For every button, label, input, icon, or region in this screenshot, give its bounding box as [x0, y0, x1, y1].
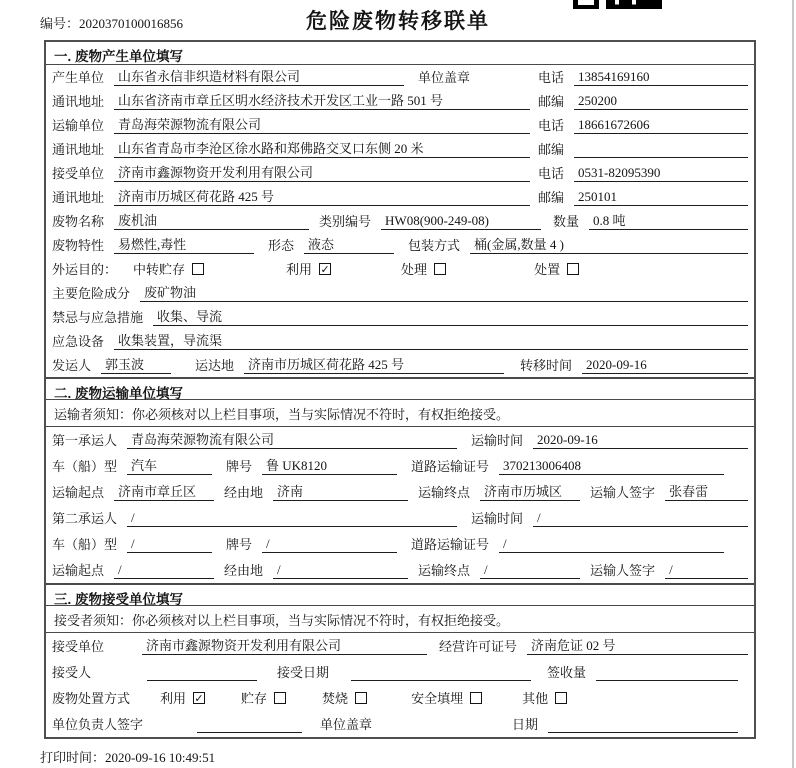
- checkbox-unchecked-icon: [567, 263, 579, 275]
- option-label: 处置: [534, 262, 561, 277]
- waste-name-value: 废机油: [114, 210, 309, 230]
- field-label: 发运人: [52, 358, 92, 373]
- waste-traits-row: [46, 233, 754, 257]
- vehicle-type-value: /: [127, 536, 212, 553]
- receiver-phone-value: 0531-82095390: [574, 165, 748, 182]
- quantity-value: 0.8 吨: [589, 210, 748, 230]
- transport-time-value: 2020-09-16: [533, 432, 748, 449]
- section3-header: 三. 废物接受单位填写: [46, 583, 754, 606]
- checkbox-unchecked-icon: [434, 263, 446, 275]
- transporter-zip-value: [574, 141, 748, 158]
- category-code-value: HW08(900-249-08): [381, 213, 541, 230]
- unit-seal-label: 单位盖章: [320, 717, 373, 732]
- receiver-address-row: [46, 185, 754, 209]
- waste-name-row: [46, 209, 754, 233]
- checkbox-unchecked-icon: [355, 692, 367, 704]
- field-label: 废物特性: [52, 238, 105, 253]
- field-label: 接受单位: [52, 166, 105, 181]
- second-carrier-value: /: [127, 510, 457, 527]
- route-end-label: 运输终点: [418, 485, 471, 500]
- first-vehicle-row: [46, 453, 754, 479]
- option-label: 利用: [286, 262, 313, 277]
- transport-time-label: 运输时间: [471, 511, 524, 526]
- field-label: 主要危险成分: [52, 286, 131, 301]
- option-label: 焚烧: [322, 691, 349, 706]
- emergency-equipment-value: 收集装置，导流渠: [114, 330, 748, 350]
- destination-value: 济南市历城区荷花路 425 号: [244, 354, 504, 374]
- receipt-quantity-value: [596, 664, 738, 681]
- first-carrier-value: 青岛海荣源物流有限公司: [127, 429, 457, 449]
- producer-phone-value: 13854169160: [574, 69, 748, 86]
- field-label: 通讯地址: [52, 94, 105, 109]
- field-label: 车（船）型: [52, 459, 118, 474]
- category-code-label: 类别编号: [319, 214, 372, 229]
- destination-label: 运达地: [195, 358, 235, 373]
- checkbox-checked-icon: ✓: [194, 691, 204, 705]
- disposal-option-store: [241, 688, 286, 707]
- checkbox-checked-icon: ✓: [320, 262, 330, 276]
- via-label: 经由地: [224, 563, 264, 578]
- transporter-left-group: [52, 114, 538, 134]
- accept-person-row: [46, 659, 754, 685]
- first-carrier-row: [46, 427, 754, 453]
- transporter-row: [46, 113, 754, 137]
- producer-zip-value: 250200: [574, 93, 748, 110]
- phone-label: 电话: [538, 70, 565, 85]
- qr-code-fragment-icon: [573, 0, 665, 9]
- serial-value: 2020370100016856: [79, 16, 184, 31]
- option-label: 贮存: [241, 691, 268, 706]
- receipt-quantity-label: 签收量: [547, 665, 587, 680]
- vehicle-type-value: 汽车: [127, 455, 212, 475]
- responsible-signature-row: [46, 711, 754, 737]
- field-label: 运输起点: [52, 563, 105, 578]
- option-label: 利用: [160, 691, 187, 706]
- plate-value: 鲁 UK8120: [262, 455, 397, 475]
- receiver-zip-value: 250101: [574, 189, 748, 206]
- checkbox-unchecked-icon: [470, 692, 482, 704]
- address-left-group: [52, 186, 538, 206]
- option-label: 处理: [401, 262, 428, 277]
- section1-header: 一. 废物产生单位填写: [46, 42, 754, 65]
- waste-traits-value: 易燃性,毒性: [114, 234, 254, 254]
- via-label: 经由地: [224, 485, 264, 500]
- producer-left-group: [52, 66, 538, 86]
- field-label: 外运目的：: [52, 262, 118, 277]
- form-label: 形态: [268, 238, 295, 253]
- purpose-option-utilize: [286, 259, 331, 278]
- document-header: [0, 0, 796, 40]
- route-end-label: 运输终点: [418, 563, 471, 578]
- second-vehicle-row: [46, 531, 754, 557]
- transporter-phone-value: 18661672606: [574, 117, 748, 134]
- transporter-address-value: 山东省青岛市李沧区徐水路和郑佛路交叉口东侧 20 米: [114, 138, 530, 158]
- transport-time-label: 运输时间: [471, 433, 524, 448]
- quantity-label: 数量: [553, 214, 580, 229]
- accept-person-value: [147, 664, 257, 681]
- field-label: 产生单位: [52, 70, 105, 85]
- shipper-row: [46, 353, 754, 377]
- zip-label: 邮编: [538, 190, 565, 205]
- transfer-purpose-row: [46, 257, 754, 281]
- plate-label: 牌号: [226, 537, 253, 552]
- receiver-name-value: 济南市鑫源物资开发利用有限公司: [114, 162, 530, 182]
- transporter-name-value: 青岛海荣源物流有限公司: [114, 114, 530, 134]
- zip-label: 邮编: [538, 94, 565, 109]
- date-label: 日期: [512, 717, 539, 732]
- checkbox-unchecked-icon: [192, 263, 204, 275]
- print-time-label: 打印时间：: [40, 750, 106, 765]
- zip-label: 邮编: [538, 142, 565, 157]
- road-permit-label: 道路运输证号: [411, 537, 490, 552]
- field-label: 车（船）型: [52, 537, 118, 552]
- plate-label: 牌号: [226, 459, 253, 474]
- producer-address-row: [46, 89, 754, 113]
- route-start-value: /: [114, 562, 214, 579]
- checkbox-unchecked-icon: [274, 692, 286, 704]
- hazard-components-value: 废矿物油: [140, 282, 748, 302]
- road-permit-value: 370213006408: [499, 458, 724, 475]
- producer-row: [46, 65, 754, 89]
- transfer-time-label: 转移时间: [520, 358, 573, 373]
- page-right-edge: [792, 0, 794, 768]
- field-label: 应急设备: [52, 334, 105, 349]
- shipper-name-value: 郭玉波: [101, 354, 171, 374]
- unit-seal-label: 单位盖章: [418, 70, 471, 85]
- purpose-option-dispose: [534, 259, 579, 278]
- route-end-value: 济南市历城区: [480, 481, 580, 501]
- option-label: 其他: [522, 691, 549, 706]
- field-label: 接受单位: [52, 639, 105, 654]
- via-value: 济南: [273, 481, 408, 501]
- disposal-option-incinerate: [322, 688, 367, 707]
- plate-value: /: [262, 536, 397, 553]
- carrier-signature-value: /: [665, 562, 748, 579]
- purpose-option-treat: [401, 259, 446, 278]
- road-permit-value: /: [499, 536, 724, 553]
- transport-time-value: /: [533, 510, 748, 527]
- hazard-components-row: [46, 281, 754, 305]
- address-left-group: [52, 90, 538, 110]
- field-label: 运输起点: [52, 485, 105, 500]
- via-value: /: [273, 562, 408, 579]
- route-end-value: /: [480, 562, 580, 579]
- accept-date-value: [351, 664, 531, 681]
- responsible-signature-value: [197, 716, 302, 733]
- phone-label: 电话: [538, 166, 565, 181]
- transfer-time-value: 2020-09-16: [582, 357, 748, 374]
- accept-date-label: 接受日期: [277, 665, 330, 680]
- second-carrier-row: [46, 505, 754, 531]
- taboo-measures-value: 收集、导流: [153, 306, 748, 326]
- accept-unit-value: 济南市鑫源物资开发利用有限公司: [142, 635, 427, 655]
- field-label: 通讯地址: [52, 142, 105, 157]
- disposal-method-row: [46, 685, 754, 711]
- option-label: 中转贮存: [133, 262, 186, 277]
- road-permit-label: 道路运输证号: [411, 459, 490, 474]
- phone-label: 电话: [538, 118, 565, 133]
- receiver-notice: 接受者须知：你必须核对以上栏目事项，当与实际情况不符时，有权拒绝接受。: [46, 606, 754, 633]
- field-label: 单位负责人签字: [52, 717, 144, 732]
- field-label: 废物名称: [52, 214, 105, 229]
- route-start-value: 济南市章丘区: [114, 481, 214, 501]
- print-time: [40, 747, 215, 766]
- packaging-value: 桶(金属,数量 4 ): [470, 234, 748, 254]
- option-label: 安全填埋: [411, 691, 464, 706]
- date-value: [548, 716, 738, 733]
- checkbox-unchecked-icon: [555, 692, 567, 704]
- carrier-signature-label: 运输人签字: [590, 563, 656, 578]
- field-label: 运输单位: [52, 118, 105, 133]
- field-label: 第二承运人: [52, 511, 118, 526]
- taboo-measures-row: [46, 305, 754, 329]
- producer-address-value: 山东省济南市章丘区明水经济技术开发区工业一路 501 号: [114, 90, 530, 110]
- disposal-option-landfill: [411, 688, 482, 707]
- field-label: 通讯地址: [52, 190, 105, 205]
- second-route-row: [46, 557, 754, 583]
- field-label: 禁忌与应急措施: [52, 310, 144, 325]
- purpose-option-transfer-storage: [133, 259, 204, 278]
- packaging-label: 包装方式: [408, 238, 461, 253]
- manifest-form-table: [44, 40, 756, 739]
- disposal-option-other: [522, 688, 567, 707]
- print-time-value: 2020-09-16 10:49:51: [105, 750, 216, 765]
- field-label: 第一承运人: [52, 433, 118, 448]
- first-route-row: [46, 479, 754, 505]
- transporter-notice: 运输者须知：你必须核对以上栏目事项，当与实际情况不符时，有权拒绝接受。: [46, 400, 754, 427]
- receiver-row: [46, 161, 754, 185]
- receiver-left-group: [52, 162, 538, 182]
- license-value: 济南危证 02 号: [527, 635, 748, 655]
- form-value: 液态: [304, 234, 394, 254]
- page-title: 危险废物转移联单: [306, 10, 490, 33]
- field-label: 废物处置方式: [52, 691, 131, 706]
- receiver-address-value: 济南市历城区荷花路 425 号: [114, 186, 530, 206]
- field-label: 接受人: [52, 665, 92, 680]
- producer-name-value: 山东省永信非织造材料有限公司: [114, 66, 404, 86]
- address-left-group: [52, 138, 538, 158]
- accept-unit-row: [46, 633, 754, 659]
- emergency-equipment-row: [46, 329, 754, 353]
- serial-label: 编号：: [40, 16, 80, 31]
- transporter-address-row: [46, 137, 754, 161]
- license-label: 经营许可证号: [439, 639, 518, 654]
- carrier-signature-label: 运输人签字: [590, 485, 656, 500]
- section2-header: 二. 废物运输单位填写: [46, 377, 754, 400]
- carrier-signature-value: 张春雷: [665, 481, 748, 501]
- disposal-option-utilize: [160, 688, 205, 707]
